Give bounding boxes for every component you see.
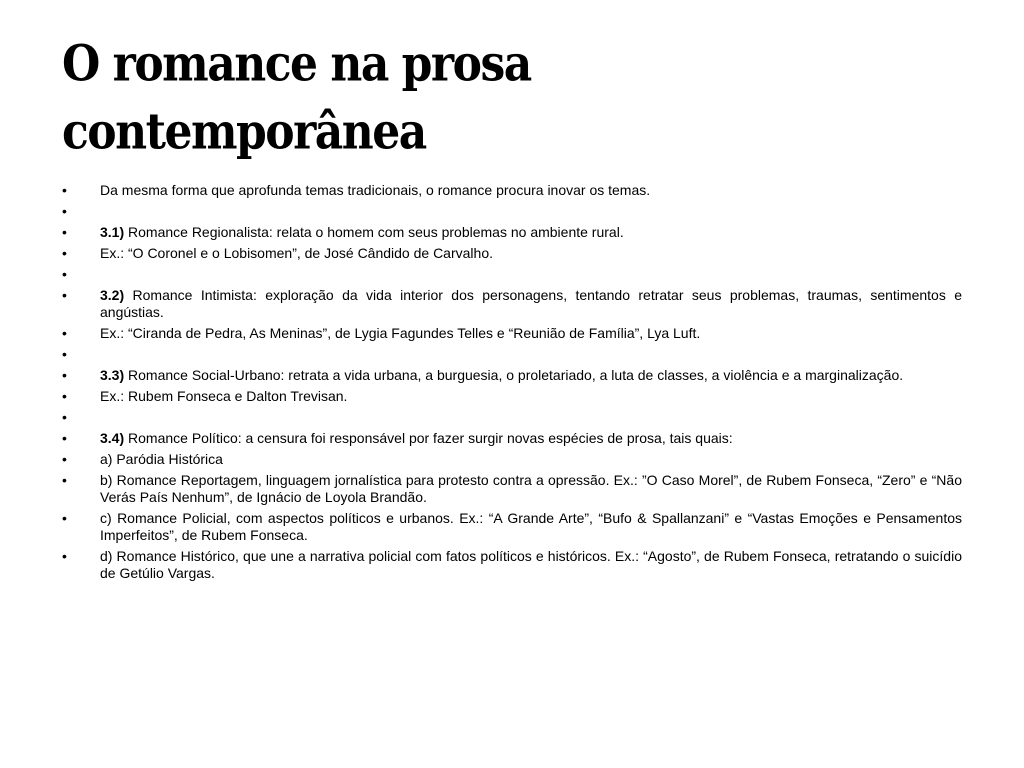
- bullet-icon: •: [62, 266, 67, 282]
- bullet-item: [62, 548, 962, 582]
- bullet-number: 3.3): [100, 367, 125, 383]
- bullet-icon: •: [62, 224, 67, 240]
- bullet-icon: •: [62, 182, 67, 198]
- bullet-item-empty: [62, 409, 962, 426]
- slide-title-line-1: O romance na prosa: [62, 35, 531, 93]
- bullet-icon: •: [62, 409, 67, 425]
- slide-title: [62, 30, 962, 167]
- bullet-text: Ex.: Rubem Fonseca e Dalton Trevisan.: [100, 388, 348, 404]
- bullet-text: Da mesma forma que aprofunda temas tradicionais, o romance procura inovar os temas.: [100, 182, 651, 198]
- bullet-icon: •: [62, 346, 67, 362]
- bullet-number: 3.4): [100, 430, 125, 446]
- slide-title-line-2: contemporânea: [62, 103, 426, 162]
- bullet-item: [62, 182, 962, 199]
- bullet-text: Romance Intimista: exploração da vida interior dos personagens, tentando retratar seus problemas, traumas, sentimentos e angústias.: [100, 287, 962, 320]
- bullet-text: Ex.: “Ciranda de Pedra, As Meninas”, de Lygia Fagundes Telles e “Reunião de Família”, Lya Luft.: [100, 325, 701, 341]
- bullet-item: [62, 472, 962, 506]
- bullet-text: Ex.: “O Coronel e o Lobisomen”, de José Cândido de Carvalho.: [100, 245, 493, 261]
- bullet-icon: •: [62, 325, 67, 341]
- bullet-icon: •: [62, 472, 67, 488]
- bullet-text: a) Paródia Histórica: [100, 451, 223, 467]
- bullet-icon: •: [62, 287, 67, 303]
- bullet-icon: •: [62, 548, 67, 564]
- bullet-list: [62, 182, 962, 586]
- bullet-item: [62, 287, 962, 321]
- bullet-item-empty: [62, 266, 962, 283]
- bullet-number: 3.1): [100, 224, 125, 240]
- bullet-text: d) Romance Histórico, que une a narrativa policial com fatos políticos e históricos. Ex.: “Agosto”, de Rubem Fonseca, retratando o suicídio de Getúlio Vargas.: [100, 548, 962, 581]
- bullet-text: c) Romance Policial, com aspectos políticos e urbanos. Ex.: “A Grande Arte”, “Bufo & Spallanzani” e “Vastas Emoções e Pensamentos Imperfeitos”, de Rubem Fonseca.: [100, 510, 962, 543]
- bullet-icon: •: [62, 203, 67, 219]
- bullet-item: [62, 451, 962, 468]
- bullet-icon: •: [62, 245, 67, 261]
- bullet-item-empty: [62, 346, 962, 363]
- bullet-icon: •: [62, 367, 67, 383]
- bullet-item: [62, 388, 962, 405]
- bullet-item: [62, 510, 962, 544]
- bullet-item: [62, 325, 962, 342]
- bullet-item: [62, 430, 962, 447]
- bullet-text: Romance Político: a censura foi responsável por fazer surgir novas espécies de prosa, tais quais:: [124, 430, 733, 446]
- bullet-icon: •: [62, 451, 67, 467]
- bullet-item: [62, 367, 962, 384]
- bullet-text: b) Romance Reportagem, linguagem jornalística para protesto contra a opressão. Ex.: ”O Caso Morel”, de Rubem Fonseca, “Zero” e “Não Verás País Nenhum”, de Ignácio de Loyola Brandão.: [100, 472, 962, 505]
- bullet-icon: •: [62, 388, 67, 404]
- bullet-item: [62, 245, 962, 262]
- bullet-item: [62, 224, 962, 241]
- bullet-icon: •: [62, 430, 67, 446]
- bullet-icon: •: [62, 510, 67, 526]
- bullet-text: Romance Regionalista: relata o homem com seus problemas no ambiente rural.: [124, 224, 624, 240]
- bullet-number: 3.2): [100, 287, 125, 303]
- bullet-item-empty: [62, 203, 962, 220]
- bullet-text: Romance Social-Urbano: retrata a vida urbana, a burguesia, o proletariado, a luta de classes, a violência e a marginalização.: [124, 367, 904, 383]
